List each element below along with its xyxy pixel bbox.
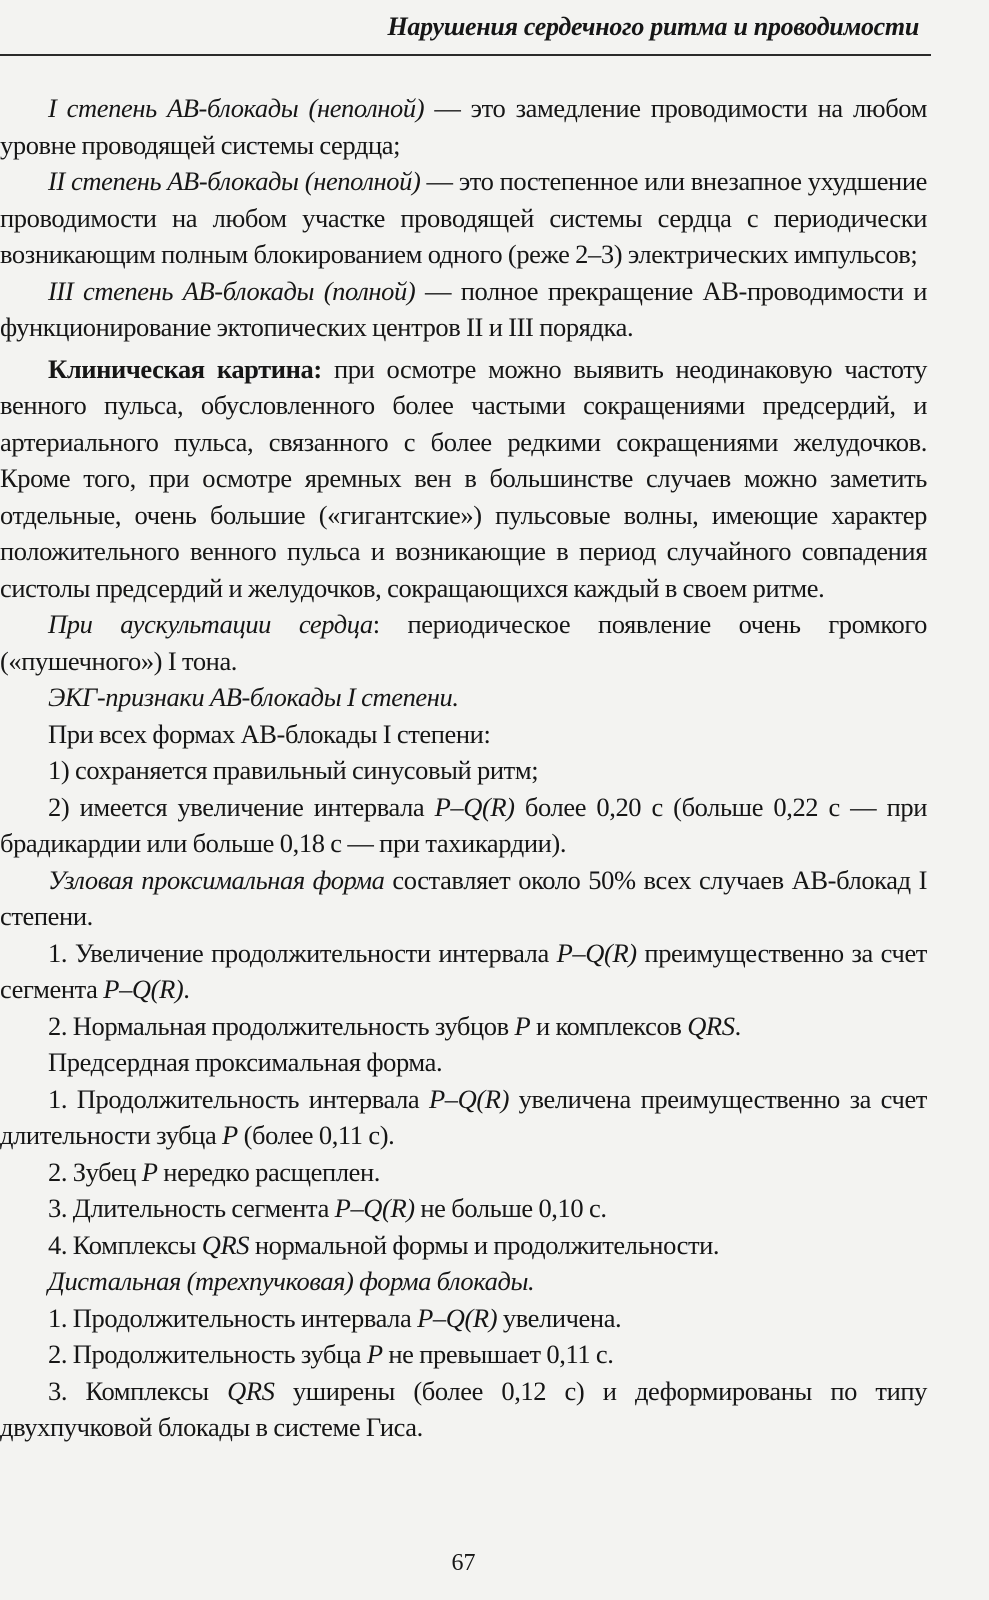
text: увеличена. (497, 1302, 622, 1333)
list-item (0, 1227, 927, 1264)
heading-term: Клиническая картина: (48, 353, 322, 384)
ecg-variable: P–Q(R) (417, 1302, 498, 1333)
text: — полное прекращение АВ-проводимости и функционирование эктопических центров II и III порядка. (0, 275, 927, 342)
paragraph-nodal-form (0, 862, 927, 935)
text: 2. Зубец (48, 1156, 142, 1187)
text: : периодическое появление очень громкого («пушечного») I тона. (0, 609, 928, 676)
text: преимущественно за счет сегмента (0, 937, 927, 1004)
ecg-variable: P–Q(R) (428, 1083, 509, 1114)
ecg-variable: P (514, 1010, 531, 1041)
text: 3. Комплексы (48, 1375, 228, 1406)
list-item (0, 935, 927, 1008)
ecg-variable: QRS (227, 1375, 275, 1406)
term: II степень АВ-блокады (неполной) (48, 166, 421, 196)
paragraph-clinical-picture (0, 351, 927, 607)
text: — это замедление проводимости на любом уровне проводящей системы сердца; (0, 93, 927, 160)
text: увеличена преимущественно за счет длительности зубца (0, 1083, 927, 1150)
text: 2) имеется увеличение интервала (48, 791, 435, 822)
ecg-variable: P (222, 1120, 238, 1150)
ecg-variable: QRS (687, 1010, 735, 1041)
term: III степень АВ-блокады (полной) (48, 275, 416, 306)
text: 2. Продолжительность зубца (48, 1339, 367, 1369)
paragraph-av-block-degree-3 (0, 273, 927, 346)
text: 1. Продолжительность интервала (48, 1302, 418, 1333)
text: и комплексов (530, 1010, 688, 1041)
ecg-variable: P–Q(R) (334, 1193, 415, 1223)
list-item-pq-interval (0, 789, 927, 862)
term: I степень АВ-блокады (неполной) (48, 93, 425, 123)
list-item (0, 1373, 927, 1446)
list-item (0, 1336, 927, 1373)
subheading: ЭКГ-признаки АВ-блокады I степени. (48, 682, 459, 712)
text: уширены (более 0,12 с) и деформированы по типу двухпучковой блокады в системе Гиса. (0, 1375, 928, 1442)
text: 1. Продолжительность интервала (48, 1083, 429, 1114)
text: не превышает 0,11 с. (382, 1339, 614, 1369)
text: 2. Нормальная продолжительность зубцов (48, 1010, 515, 1041)
paragraph-av-block-degree-2 (0, 163, 927, 273)
ecg-variable: P (366, 1339, 383, 1369)
page-number: 67 (451, 1550, 476, 1576)
text: нередко расщеплен. (157, 1156, 381, 1187)
text: не больше 0,10 с. (414, 1193, 607, 1223)
text: при осмотре можно выявить неодинаковую частоту венного пульса, обусловленного более частыми сокращениями предсердий, и артериального пульса, связанного с более редкими сокращениями желудочков. Кроме того, при осмотре яремных вен в большинстве случаев можно заметить отдельные, очень большие («гигантские») пульсовые волны, имеющие характер положительного венного пульса и возникающие в период случайного совпадения систолы предсердий и желудочков, сокращающихся каждый в своем ритме. (0, 353, 927, 603)
text: Предсердная проксимальная форма. (48, 1047, 443, 1077)
paragraph-ecg-signs-heading (0, 679, 927, 716)
term: Узловая проксимальная форма (48, 864, 385, 895)
text: 1. Увеличение продолжительности интервала (48, 937, 557, 968)
ecg-variable: P–Q(R) (103, 974, 184, 1004)
text: При всех формах АВ-блокады I степени: (48, 718, 491, 749)
text: 4. Комплексы (48, 1229, 202, 1260)
ecg-variable: P–Q(R) (434, 791, 515, 822)
paragraph-atrial-form-heading (0, 1044, 927, 1081)
text: . (734, 1010, 741, 1041)
paragraph-av-block-degree-1 (0, 90, 927, 163)
text: 1) сохраняется правильный синусовый ритм; (48, 755, 539, 785)
list-item (0, 1190, 927, 1227)
page-body (0, 90, 927, 1446)
ecg-variable: QRS (201, 1229, 250, 1260)
list-item (0, 1081, 927, 1154)
list-item (0, 1300, 927, 1337)
paragraph-distal-form-heading (0, 1263, 927, 1300)
list-item (0, 1008, 927, 1045)
paragraph-all-forms (0, 716, 927, 753)
text: составляет около 50% всех случаев АВ-блокад I степени. (0, 864, 927, 931)
text: более 0,20 с (больше 0,22 с — при брадикардии или больше 0,18 с — при тахикардии). (0, 791, 927, 858)
text: нормальной формы и продолжительности. (249, 1229, 720, 1260)
ecg-variable: P (141, 1156, 158, 1187)
text: . (183, 974, 190, 1004)
ecg-variable: P–Q(R) (556, 937, 637, 968)
term: При аускультации сердца (48, 609, 373, 639)
subheading: Дистальная (трехпучковая) форма блокады. (48, 1266, 535, 1296)
paragraph-auscultation (0, 606, 927, 679)
running-header: Нарушения сердечного ритма и проводимости (387, 12, 919, 41)
list-item (0, 1154, 927, 1191)
text: 3. Длительность сегмента (48, 1193, 335, 1223)
text: (более 0,11 с). (237, 1120, 395, 1150)
list-item-sinus-rhythm (0, 752, 927, 789)
header-rule (0, 54, 931, 56)
text: — это постепенное или внезапное ухудшение проводимости на любом участке проводящей системы сердца с периодически возникающим полным блокированием одного (реже 2–3) электрических импульсов; (0, 166, 927, 269)
